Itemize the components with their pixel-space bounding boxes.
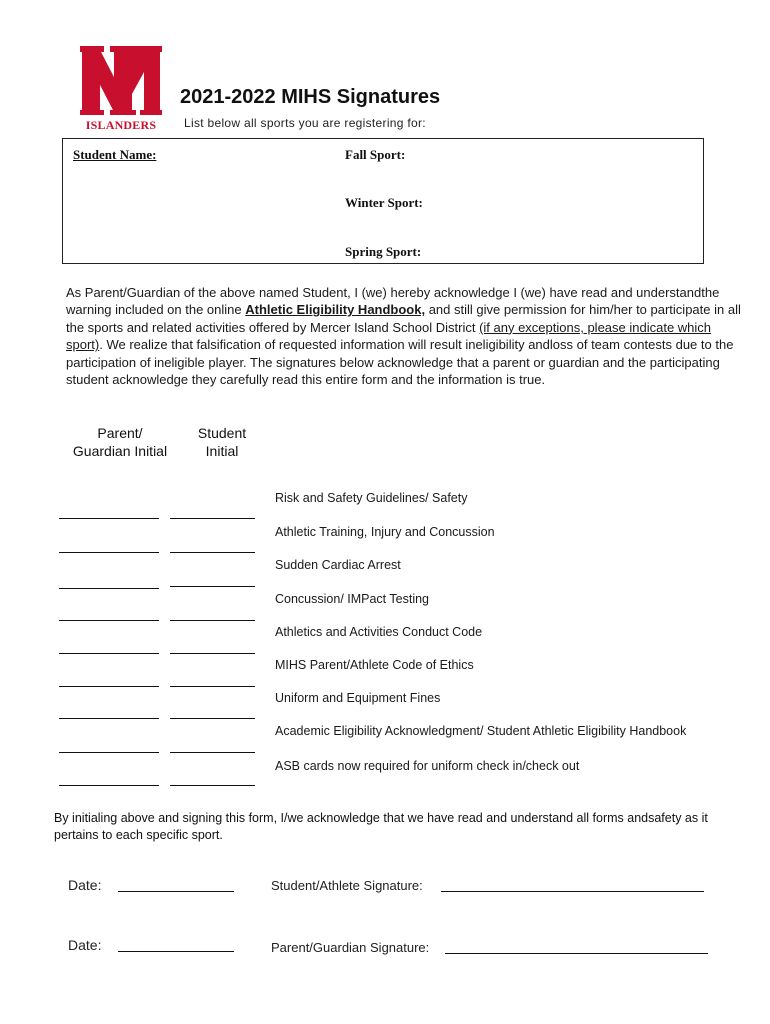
parent-initial-line[interactable] <box>59 752 159 753</box>
mi-monogram-icon <box>80 44 162 116</box>
parent-heading-line2: Guardian Initial <box>72 443 168 459</box>
parent-initial-heading <box>60 424 180 460</box>
student-signature-label: Student/Athlete Signature: <box>271 878 423 893</box>
paragraph-text-2: and still give permission for him/her to participate in all the sports and related activities offered by Mercer Island School District <box>66 302 741 335</box>
item-academic-eligibility: Academic Eligibility Acknowledgment/ Student Athletic Eligibility Handbook <box>275 724 687 738</box>
parent-signature-label: Parent/Guardian Signature: <box>271 940 430 955</box>
student-date-line[interactable] <box>118 891 234 892</box>
parent-heading-line1: Parent/ <box>97 425 143 441</box>
parent-initial-line[interactable] <box>59 518 159 519</box>
item-conduct-code: Athletics and Activities Conduct Code <box>275 625 483 639</box>
item-asb-cards: ASB cards now required for uniform check in/check out <box>275 759 580 773</box>
item-risk-safety: Risk and Safety Guidelines/ Safety <box>275 491 468 505</box>
student-initial-line[interactable] <box>170 752 255 753</box>
item-sudden-cardiac-arrest: Sudden Cardiac Arrest <box>275 558 401 572</box>
date-label: Date: <box>68 937 102 953</box>
item-uniform-fines: Uniform and Equipment Fines <box>275 691 441 705</box>
winter-sport-label: Winter Sport: <box>345 195 423 210</box>
student-initial-line[interactable] <box>170 620 255 621</box>
parent-initial-line[interactable] <box>59 552 159 553</box>
student-name-label: Student Name: <box>73 147 157 162</box>
spring-sport-label: Spring Sport: <box>345 244 422 259</box>
subtitle: List below all sports you are registering for: <box>184 116 426 130</box>
paragraph-text-3: . We realize that falsification of requested information will result ineligibility andloss of team contests due to the participation of ineligible player. The signatures below acknowledge that a parent or guardian and the participating student acknowledge they carefully read this entire form and the information is true. <box>66 337 734 388</box>
parent-signature-line[interactable] <box>445 953 708 954</box>
parent-date-line[interactable] <box>118 951 234 952</box>
item-code-of-ethics: MIHS Parent/Athlete Code of Ethics <box>275 658 474 672</box>
fall-sport-label: Fall Sport: <box>345 147 406 162</box>
page-title: 2021-2022 MIHS Signatures <box>180 86 441 108</box>
student-heading-line1: Student <box>197 425 247 441</box>
date-label: Date: <box>68 877 102 893</box>
parent-initial-line[interactable] <box>59 686 159 687</box>
parent-initial-line[interactable] <box>59 588 159 589</box>
parent-initial-line[interactable] <box>59 718 159 719</box>
student-initial-line[interactable] <box>170 785 255 786</box>
student-initial-heading <box>176 424 268 460</box>
student-initial-line[interactable] <box>170 686 255 687</box>
exceptions-text: (if any exceptions, please indicate which sport) <box>66 319 712 353</box>
parent-initial-line[interactable] <box>59 653 159 654</box>
paragraph-text-1: As Parent/Guardian of the above named Student, I (we) hereby acknowledge I (we) have read and understandthe warning included on the online <box>66 285 720 318</box>
student-initial-line[interactable] <box>170 653 255 654</box>
sports-registration-box <box>62 138 704 264</box>
item-athletic-training: Athletic Training, Injury and Concussion <box>275 525 495 539</box>
logo-text: ISLANDERS <box>85 118 157 132</box>
student-initial-line[interactable] <box>170 552 255 553</box>
handbook-link[interactable]: Athletic Eligibility Handbook, <box>245 302 426 318</box>
item-concussion-impact: Concussion/ IMPact Testing <box>275 592 430 606</box>
acknowledgment-paragraph <box>66 284 746 388</box>
parent-initial-line[interactable] <box>59 620 159 621</box>
student-signature-line[interactable] <box>441 891 704 892</box>
student-initial-line[interactable] <box>170 518 255 519</box>
closing-statement: By initialing above and signing this form, I/we acknowledge that we have read and understand all forms andsafety as it pertains to each specific sport. <box>54 811 708 842</box>
student-initial-line[interactable] <box>170 718 255 719</box>
school-logo <box>80 44 162 134</box>
student-heading-line2: Initial <box>205 443 239 459</box>
student-initial-line[interactable] <box>170 586 255 587</box>
parent-initial-line[interactable] <box>59 785 159 786</box>
